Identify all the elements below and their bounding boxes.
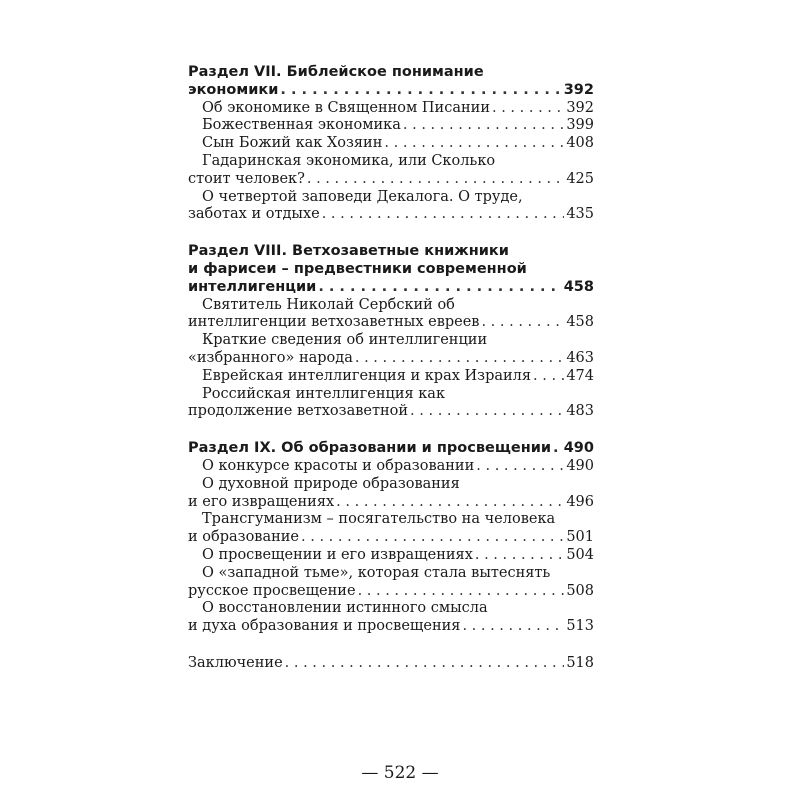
leader-dots [410,403,564,421]
leader-dots [476,458,564,476]
leader-dots [280,82,561,100]
entry-title: Российская интеллигенция как [202,385,446,402]
entry-title: Сын Божий как Хозяин [202,135,383,152]
toc-conclusion [188,655,594,673]
section-heading [188,64,594,82]
entry-title: и образование [188,529,300,546]
toc-entry-continuation [188,171,594,189]
page-ref: 399 [566,117,594,134]
entry-title: Гадаринская экономика, или Сколько [202,152,496,169]
toc-entry [188,153,594,171]
entry-title: О просвещении и его извращениях [202,546,473,563]
page-ref: 458 [563,278,594,295]
entry-title: продолжение ветхозаветной [188,403,409,420]
page-ref: 490 [563,440,594,457]
toc-entry [188,511,594,529]
page-ref: 483 [566,403,594,420]
toc-entry [188,458,594,476]
toc-entry-continuation [188,206,594,224]
section-heading [188,82,594,100]
entry-title: О духовной природе образования [202,475,460,492]
page-ref: 458 [566,314,594,331]
page-ref: 463 [566,349,594,366]
leader-dots [533,368,564,386]
toc-entry [188,135,594,153]
toc-entry [188,368,594,386]
section-heading-text: интеллигенции [188,278,317,295]
section-heading [188,243,594,261]
toc-entry [188,655,594,673]
entry-title: заботах и отдыхе [188,206,320,223]
toc-entry [188,386,594,404]
toc-section-8 [188,243,594,421]
leader-dots [285,655,565,673]
section-heading [188,440,594,458]
toc-entry [188,189,594,207]
entry-title: и его извращениях [188,493,335,510]
leader-dots [553,440,562,458]
page-number: — 522 — [361,763,439,783]
leader-dots [384,135,564,153]
section-heading-text: и фарисеи – предвестники современной [188,260,527,277]
leader-dots [403,117,564,135]
entry-title: Божественная экономика [202,117,401,134]
leader-dots [355,350,564,368]
page-ref: 474 [566,367,594,384]
section-heading-text: Раздел VIII. Ветхозаветные книжники [188,243,509,260]
entry-title: Еврейская интеллигенция и крах Израиля [202,367,532,384]
toc-entry [188,117,594,135]
entry-title: О четвертой заповеди Декалога. О труде, [202,188,523,205]
entry-title: интеллигенции ветхозаветных евреев [188,314,480,331]
leader-dots [307,171,564,189]
section-heading [188,279,594,297]
entry-title: Об экономике в Священном Писании [202,99,490,116]
page-ref: 408 [566,135,594,152]
page-ref: 513 [566,618,594,635]
toc-entry [188,600,594,618]
leader-dots [358,583,565,601]
toc-entry-continuation [188,314,594,332]
entry-title: Краткие сведения об интеллигенции [202,332,488,349]
toc-entry-continuation [188,494,594,512]
page-ref: 496 [566,493,594,510]
leader-dots [322,206,565,224]
page-ref: 435 [566,206,594,223]
page-ref: 392 [563,81,594,98]
entry-title: Трансгуманизм – посягательство на человека [202,511,556,528]
toc-entry-continuation [188,583,594,601]
section-heading-text: экономики [188,81,279,98]
entry-title: русское просвещение [188,582,356,599]
toc-entry-continuation [188,350,594,368]
leader-dots [481,314,564,332]
entry-title: О конкурсе красоты и образовании [202,457,475,474]
section-heading-text: Раздел IX. Об образовании и просвещении [188,440,552,457]
entry-title: О «западной тьме», которая стала вытеснять [202,564,551,581]
entry-title: Заключение [188,654,283,671]
leader-dots [475,547,564,565]
leader-dots [318,279,561,297]
toc-entry-continuation [188,403,594,421]
page-ref: 425 [566,170,594,187]
leader-dots [492,100,564,118]
page-ref: 490 [566,457,594,474]
entry-title: Святитель Николай Сербский об [202,296,455,313]
table-of-contents [188,64,594,692]
page-ref: 518 [566,654,594,671]
leader-dots [336,494,564,512]
toc-entry [188,565,594,583]
leader-dots [301,529,564,547]
entry-title: стоит человек? [188,170,305,187]
section-heading [188,261,594,279]
page-ref: 508 [566,582,594,599]
entry-title: «избранного» народа [188,349,353,366]
toc-entry [188,476,594,494]
toc-entry [188,100,594,118]
toc-section-9 [188,440,594,636]
toc-entry [188,297,594,315]
page-ref: 501 [566,529,594,546]
entry-title: и духа образования и просвещения [188,618,461,635]
leader-dots [462,618,564,636]
page-ref: 504 [566,546,594,563]
page-ref: 392 [566,99,594,116]
toc-entry [188,547,594,565]
toc-entry-continuation [188,529,594,547]
toc-entry-continuation [188,618,594,636]
toc-section-7 [188,64,594,224]
section-heading-text: Раздел VII. Библейское понимание [188,64,484,80]
toc-entry [188,332,594,350]
entry-title: О восстановлении истинного смысла [202,600,488,617]
